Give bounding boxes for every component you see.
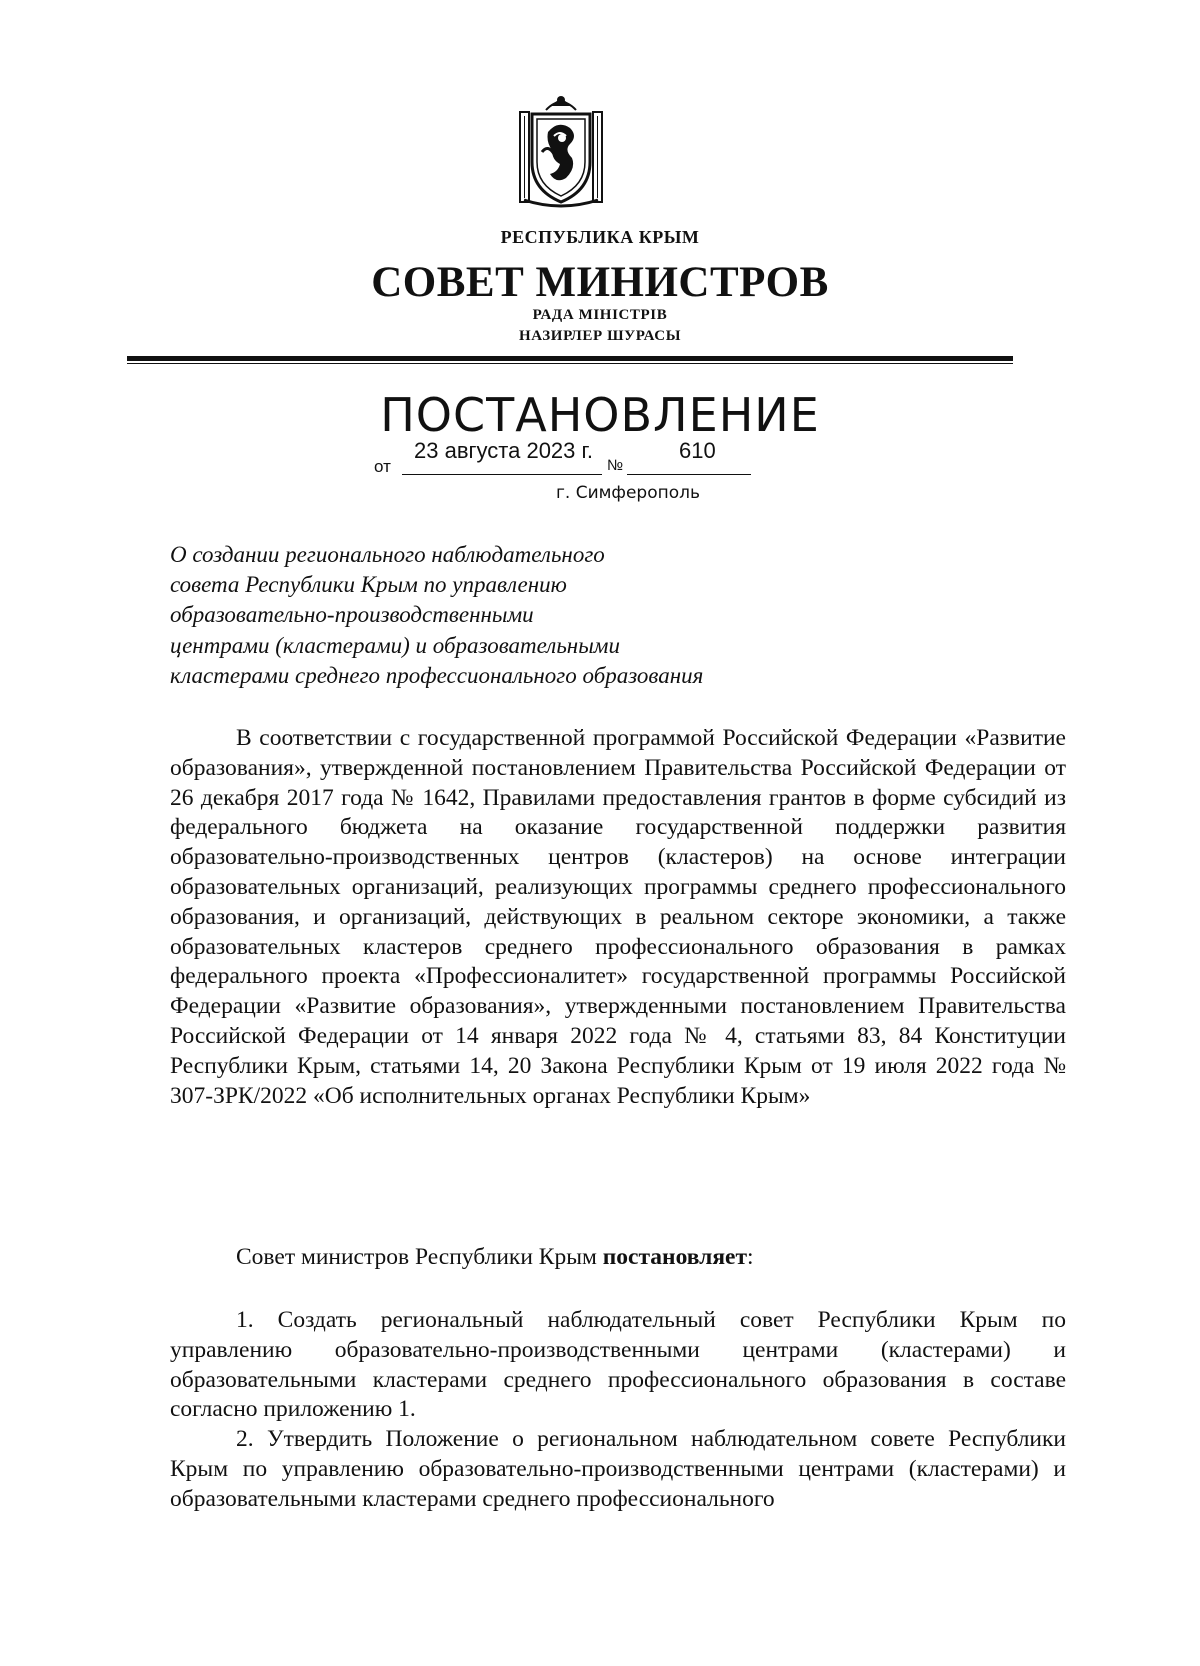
preamble-text: В соответствии с государственной программой Российской Федерации «Развитие образования», утвержденной постановлением Правительства Российской Федерации от 26 декабря 2017 года № 1642, Правилами предоставления грантов в форме субсидий из федерального бюджета на оказание государственной поддержки развития образовательно-производственных центров (кластеров) на основе интеграции образовательных организаций, реализующих программы среднего профессионального образования, и организаций, действующих в реальном секторе экономики, а также образовательных кластеров среднего профессионального образования в рамках федерального проекта «Профессионалитет» государственной программы Российской Федерации «Развитие образования», утвержденными постановлением Правительства Российской Федерации от 14 января 2022 года № 4, статьями 83, 84 Конституции Республики Крым, статьями 14, 20 Закона Республики Крым от 19 июля 2022 года № 307-ЗРК/2022 «Об исполнительных органах Республики Крым» <box>170 725 1066 1109</box>
resolves-keyword: постановляет <box>602 1244 748 1270</box>
item-1-paragraph <box>170 1306 1066 1425</box>
republic-name: РЕСПУБЛИКА КРЫМ <box>500 227 700 247</box>
decree-date: 23 августа 2023 г. <box>414 438 593 463</box>
item-1-text: 1. Создать региональный наблюдательный совет Республики Крым по управлению образовательно-производственными центрами (кластерами) и образовательными кластерами среднего профессионального образования в составе согласно приложению 1. <box>170 1307 1066 1423</box>
date-underline <box>402 474 602 475</box>
subject-line: кластерами среднего профессионального образования <box>170 662 704 688</box>
date-number-line <box>374 438 774 478</box>
council-name-crimean-tatar: НАЗИРЛЕР ШУРАСЫ <box>518 328 682 344</box>
resolves-suffix: : <box>747 1244 754 1270</box>
item-2-paragraph <box>170 1425 1066 1514</box>
document-type-title: ПОСТАНОВЛЕНИЕ <box>380 388 820 442</box>
subject-line: совета Республики Крым по управлению <box>170 572 567 598</box>
subject-line: образовательно-производственными <box>170 602 534 628</box>
council-name: СОВЕТ МИНИСТРОВ <box>371 259 829 306</box>
decree-number: 610 <box>679 438 716 463</box>
number-underline <box>627 474 751 475</box>
number-sign: № <box>607 457 624 474</box>
city: г. Симферополь <box>555 483 701 503</box>
header-divider-thin <box>127 363 1013 364</box>
resolves-paragraph <box>170 1243 1066 1273</box>
header-divider-thick <box>127 356 1013 361</box>
from-label: от <box>374 457 391 476</box>
subject-line: О создании регионального наблюдательного <box>170 542 605 567</box>
preamble-paragraph <box>170 724 1066 1111</box>
decree-subject <box>170 540 870 691</box>
coat-of-arms-icon <box>518 92 604 210</box>
council-name-ukrainian: РАДА МІНІСТРІВ <box>532 307 668 323</box>
resolves-prefix: Совет министров Республики Крым <box>236 1244 603 1270</box>
item-2-text: 2. Утвердить Положение о региональном наблюдательном совете Республики Крым по управлению образовательно-производственными центрами (кластерами) и образовательными кластерами среднего профессионального <box>170 1426 1066 1512</box>
subject-line: центрами (кластерами) и образовательными <box>170 632 620 658</box>
